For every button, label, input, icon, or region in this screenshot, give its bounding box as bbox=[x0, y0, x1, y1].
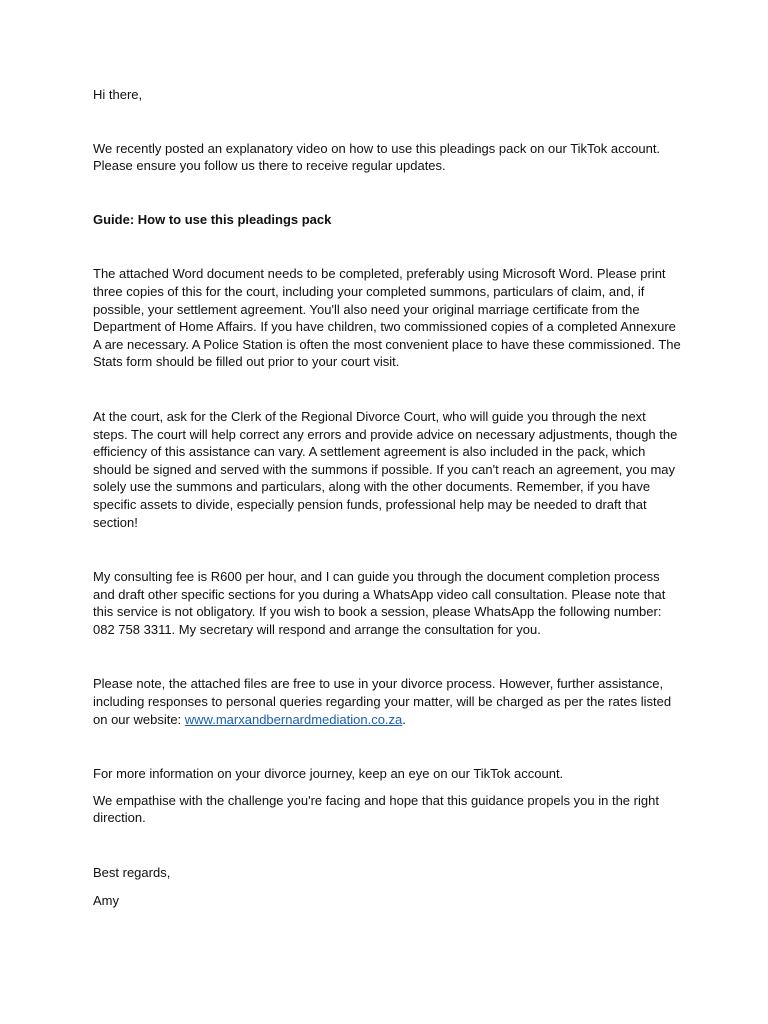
documents-paragraph: The attached Word document needs to be completed, preferably using Microsoft Word. Please print three copies of this for the court, including your completed summons, particulars of claim, and, if possible, your settlement agreement. You'll also need your original marriage certificate from the Department of Home Affairs. If you have children, two commissioned copies of a completed Annexure A are necessary. A Police Station is often the most convenient place to have these commissioned. The Stats form should be filled out prior to your court visit. bbox=[93, 266, 681, 370]
signature: Amy bbox=[93, 892, 119, 908]
court-paragraph: At the court, ask for the Clerk of the Regional Divorce Court, who will guide you through the next steps. The court will help correct any errors and provide advice on necessary adjustments, though the efficiency of this assistance can vary. A settlement agreement is also included in the pack, which should be signed and served with the summons if possible. If you can't reach an agreement, you may solely use the summons and particulars, along with the other documents. Remember, if you have specific assets to divide, especially pension funds, professional help may be needed to draft that section! bbox=[93, 408, 678, 530]
note-paragraph bbox=[93, 675, 683, 728]
guide-heading: Guide: How to use this pleadings pack bbox=[93, 211, 332, 227]
empathy-paragraph: We empathise with the challenge you're facing and hope that this guidance propels you in the right direction. bbox=[93, 792, 659, 826]
letter-body bbox=[93, 86, 683, 909]
intro-paragraph: We recently posted an explanatory video on how to use this pleadings pack on our TikTok account. Please ensure you follow us there to receive regular updates. bbox=[93, 140, 661, 174]
greeting: Hi there, bbox=[93, 87, 143, 102]
closing: Best regards, bbox=[93, 865, 171, 881]
more-info-paragraph: For more information on your divorce journey, keep an eye on our TikTok account. bbox=[93, 766, 564, 782]
note-suffix: . bbox=[402, 711, 406, 727]
website-link[interactable]: www.marxandbernardmediation.co.za bbox=[184, 711, 403, 727]
note-text: Please note, the attached files are free to use in your divorce process. However, further assistance, including responses to personal queries regarding your matter, will be charged as per the rates listed on our website: bbox=[93, 676, 672, 727]
fee-paragraph: My consulting fee is R600 per hour, and I can guide you through the document completion process and draft other specific sections for you during a WhatsApp video call consultation. Please note that this service is not obligatory. If you wish to book a session, please WhatsApp the following number: 082 758 3311. My secretary will respond and arrange the consultation for you. bbox=[93, 569, 666, 637]
